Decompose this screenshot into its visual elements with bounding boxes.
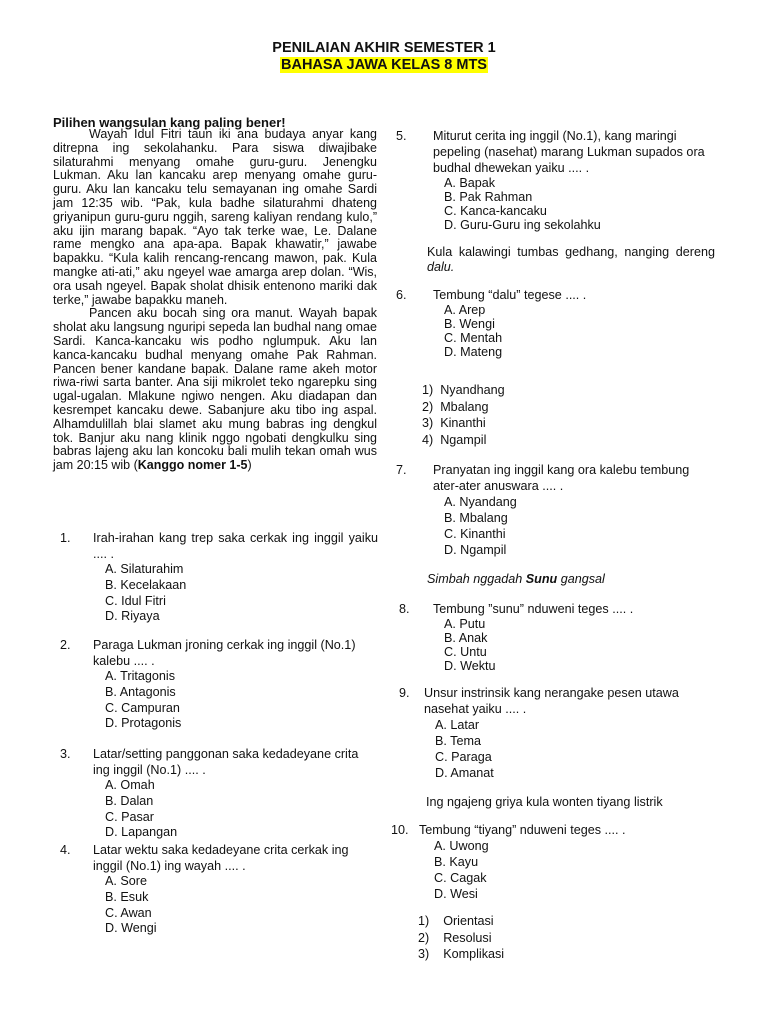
option-b[interactable]: B. Anak (444, 631, 488, 645)
question-6 (396, 287, 716, 359)
option-d[interactable]: D. Lapangan (105, 825, 178, 840)
list-item: 2) Resolusi (418, 930, 492, 945)
context-sentence-sunu (427, 572, 605, 586)
context-bold-word: Sunu (525, 572, 558, 586)
question-stem: Tembung “tiyang” nduweni teges .... . (419, 823, 626, 837)
option-d[interactable]: D. Guru-Guru ing sekolahku (444, 218, 601, 232)
question-number: 7. (396, 463, 407, 477)
list-item: 4) Ngampil (422, 432, 487, 447)
option-c[interactable]: C. Cagak (434, 871, 487, 885)
option-c[interactable]: C. Kinanthi (444, 527, 506, 541)
option-a[interactable]: A. Bapak (444, 176, 496, 190)
option-b[interactable]: B. Tema (435, 734, 481, 748)
option-d[interactable]: D. Amanat (435, 766, 494, 780)
list-item: 3) Kinanthi (422, 416, 486, 431)
question-number: 4. (60, 843, 71, 857)
option-a[interactable]: A. Silaturahim (105, 562, 184, 576)
option-d[interactable]: D. Wesi (434, 887, 478, 901)
option-c[interactable]: C. Idul Fitri (105, 593, 166, 608)
question-number: 9. (399, 686, 410, 700)
option-c[interactable]: C. Paraga (435, 750, 492, 764)
question-3 (60, 746, 378, 841)
option-c[interactable]: C. Campuran (105, 700, 180, 715)
story-paragraph-1: Wayah Idul Fitri taun iki ana budaya anyar kang ditrepna ing sekolahanku. Para siswa diwajibake silaturahmi menyang omahe guru-guru. Jenengku Lukman. Aku lan kancaku arep menyang omahe guru-guru. Aku lan kancaku telu semayanan ing omahe Sardi jam 12:35 wib. “Pak, kula badhe silaturahmi dhateng griyanipun guru-guru nggih, sareng kaliyan rendang kulo,” aku ijin marang bapak. “Ayo tak terke wae, Le. Dalane rame mengko ana apa-apa. Bapak khawatir,” jawabe bapakku. “Kula kalih rencang-rencang mawon, pak. Kula mangke ati-ati,” aku ngeyel wae amarga arep dolan. “Wis, ora usah ngeyel. Bapak sholat dhisik entenono mariki dak terke,” jawabe bapakku maneh. (53, 127, 377, 307)
option-c[interactable]: C. Mentah (444, 331, 503, 345)
option-a[interactable]: A. Uwong (434, 839, 489, 853)
option-d[interactable]: D. Ngampil (444, 543, 507, 557)
question-stem: Irah-irahan kang trep saka cerkak ing inggil yaiku .... . (93, 531, 378, 561)
question-number: 1. (60, 531, 71, 545)
context-sentence-tiyang: Ing ngajeng griya kula wonten tiyang listrik (426, 795, 663, 809)
question-4 (60, 842, 378, 937)
instruction: Pilihen wangsulan kang paling bener! (53, 115, 286, 130)
story-reference-note: Kanggo nomer 1-5 (137, 458, 248, 473)
context-italic-word: dalu. (427, 260, 455, 274)
story-paragraph-2-text: Pancen aku bocah sing ora manut. Wayah bapak sholat aku langsung nguripi sepeda lan budhal nang omae Sardi. Kanca-kancaku wis podho nglumpuk. Aku lan kanca-kancaku budhal menyang omahe Pak Rahman. Pancen bener kandane bapak. Dalane rame akeh motor riwa-riwi sarta banter. Ana siji mikrolet teko ngarepku sing ugal-ugalan. Mlakune ngiwo nengen. Aku diadapan dan kesrempet kancaku dewe. Sabanjure aku tibo ing aspal. Alhamdulillah blai slamet aku mung babras ing dengkul tok. Banjur aku nang klinik nggo ngobati dengkulku sing babras lajeng aku lan koncoku bali mulih tekan omah wus jam 20:15 wib ( (53, 306, 377, 473)
option-b[interactable]: B. Kecelakaan (105, 577, 187, 592)
question-number: 10. (391, 823, 409, 837)
context-text: Simbah nggadah (427, 572, 526, 586)
question-stem: Latar/setting panggonan saka kedadeyane crita ing inggil (No.1) .... . (93, 747, 359, 777)
question-5 (396, 128, 716, 232)
question-stem: Tembung “dalu” tegese .... . (433, 288, 587, 302)
question-number: 5. (396, 129, 407, 143)
option-c[interactable]: C. Pasar (105, 809, 154, 824)
question-7 (396, 462, 716, 558)
option-b[interactable]: B. Dalan (105, 793, 154, 808)
question-number: 8. (399, 602, 410, 616)
option-d[interactable]: D. Mateng (444, 345, 503, 359)
option-d[interactable]: D. Wektu (444, 659, 496, 673)
option-a[interactable]: A. Tritagonis (105, 669, 175, 683)
list-item: 3) Komplikasi (418, 947, 505, 962)
option-a[interactable]: A. Omah (105, 778, 155, 792)
list-item: 2) Mbalang (422, 399, 489, 414)
option-c[interactable]: C. Untu (444, 645, 487, 659)
option-d[interactable]: D. Riyaya (105, 609, 160, 624)
story-paragraph-2-end: ) (247, 458, 252, 473)
question-1 (60, 530, 378, 625)
question-stem: Tembung ”sunu” nduweni teges .... . (433, 602, 634, 616)
page-subtitle (0, 57, 768, 73)
option-a[interactable]: A. Sore (105, 874, 147, 888)
question-stem: Pranyatan ing inggil kang ora kalebu tembung ater-ater anuswara .... . (433, 463, 690, 493)
question-number: 6. (396, 288, 407, 302)
option-a[interactable]: A. Latar (435, 718, 480, 732)
question-10 (391, 822, 716, 902)
context-text: Kula kalawingi tumbas gedhang, nanging dereng (427, 245, 715, 259)
option-b[interactable]: B. Pak Rahman (444, 190, 533, 204)
word-list-q7 (422, 382, 505, 448)
option-d[interactable]: D. Wengi (105, 921, 157, 936)
question-2 (60, 637, 378, 732)
option-b[interactable]: B. Antagonis (105, 684, 176, 699)
option-c[interactable]: C. Kanca-kancaku (444, 204, 547, 218)
question-stem: Paraga Lukman jroning cerkak ing inggil (No.1) kalebu .... . (93, 638, 356, 668)
story-text (53, 128, 377, 473)
option-b[interactable]: B. Esuk (105, 889, 149, 904)
option-b[interactable]: B. Mbalang (444, 511, 508, 525)
option-b[interactable]: B. Wengi (444, 317, 495, 331)
question-number: 2. (60, 638, 71, 652)
structure-list (418, 913, 504, 963)
story-paragraph-2 (53, 307, 377, 473)
option-a[interactable]: A. Arep (444, 303, 486, 317)
list-item: 1) Nyandhang (422, 383, 505, 397)
question-stem: Unsur instrinsik kang nerangake pesen utawa nasehat yaiku .... . (424, 686, 679, 716)
list-item: 1) Orientasi (418, 914, 494, 928)
subtitle-highlight: BAHASA JAWA KELAS 8 MTS (281, 57, 487, 73)
option-c[interactable]: C. Awan (105, 905, 152, 920)
option-a[interactable]: A. Nyandang (444, 495, 517, 509)
option-b[interactable]: B. Kayu (434, 855, 479, 869)
question-stem: Miturut cerita ing inggil (No.1), kang maringi pepeling (nasehat) marang Lukman supados ora budhal dhewekan yaiku .... . (433, 129, 705, 175)
option-d[interactable]: D. Protagonis (105, 716, 182, 731)
question-9 (399, 685, 716, 781)
context-text-end: gangsal (557, 572, 605, 586)
context-sentence-dalu (427, 245, 715, 275)
question-number: 3. (60, 747, 71, 761)
question-stem: Latar wektu saka kedadeyane crita cerkak ing inggil (No.1) ing wayah .... . (93, 843, 349, 873)
option-a[interactable]: A. Putu (444, 617, 486, 631)
question-8 (399, 601, 716, 673)
page-title: PENILAIAN AKHIR SEMESTER 1 (272, 40, 496, 56)
